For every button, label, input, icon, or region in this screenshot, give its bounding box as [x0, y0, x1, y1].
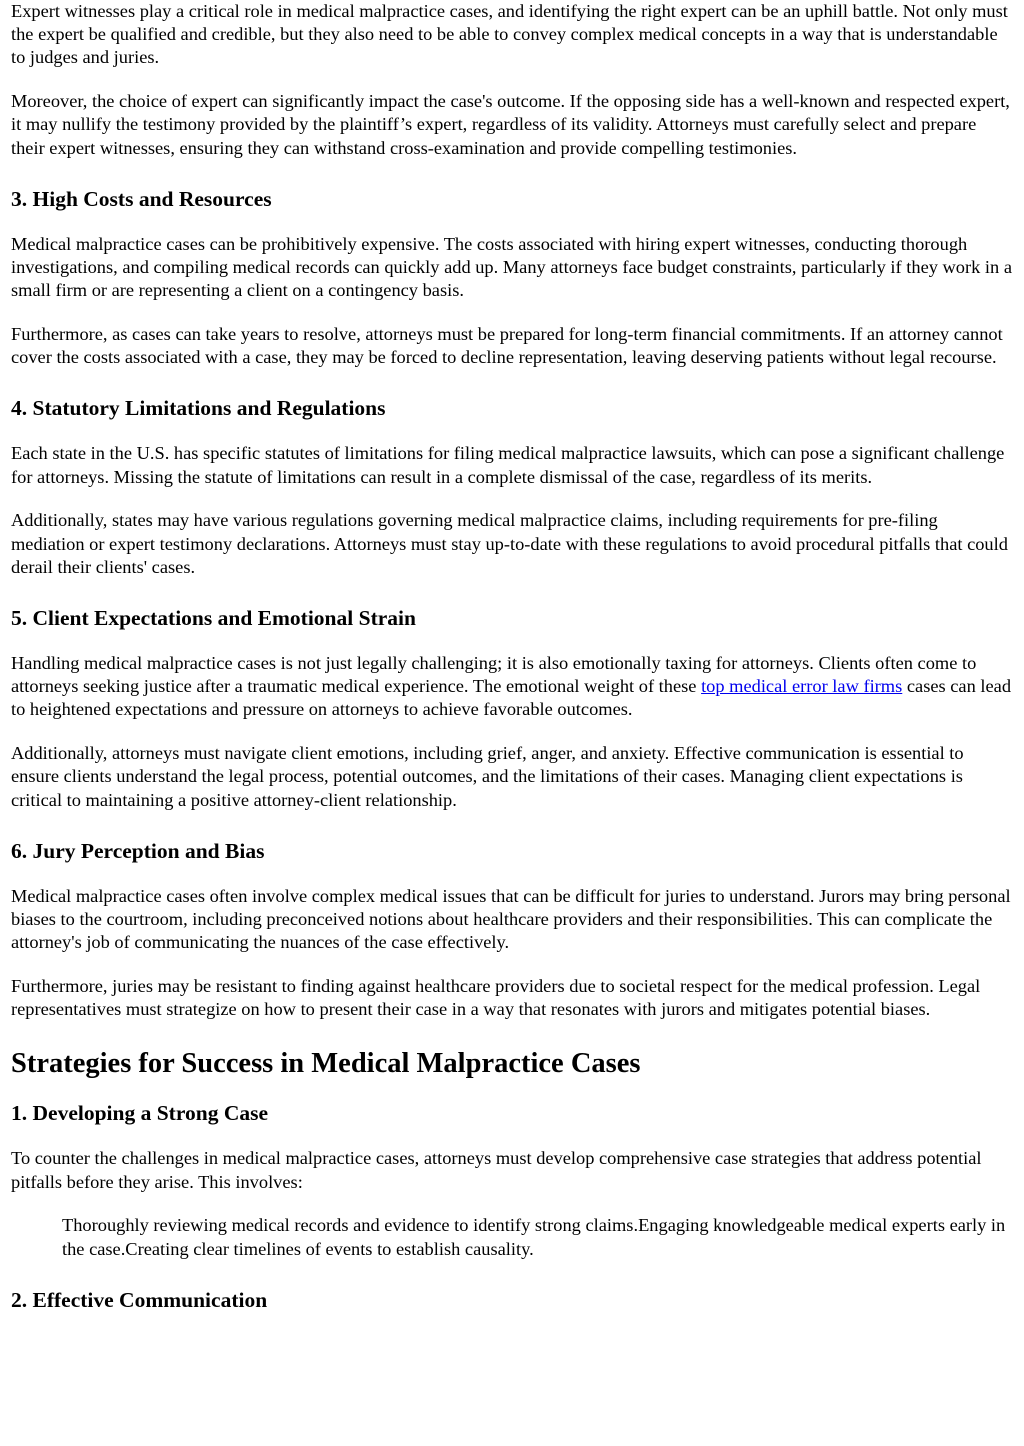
paragraph-client-emotions: Additionally, attorneys must navigate client emotions, including grief, anger, and anxiety. Effective communication is essential to ensure clients understand the legal process, potential outcomes, and the limitations of their cases. Managing client expectations is critical to maintaining a positive attorney-client relationship.: [11, 743, 964, 810]
heading-high-costs: 3. High Costs and Resources: [11, 186, 272, 211]
heading-client-expectations: 5. Client Expectations and Emotional Strain: [11, 606, 416, 631]
link-top-medical-error-law-firms[interactable]: top medical error law firms: [701, 676, 903, 697]
paragraph-emotional-toll-text-after: cases can lead to heightened expectations and pressure on attorneys to achieve favorable outcomes.: [11, 676, 1012, 720]
heading-effective-communication: 2. Effective Communication: [11, 1287, 268, 1312]
paragraph-expert-role: Expert witnesses play a critical role in medical malpractice cases, and identifying the right expert can be an uphill battle. Not only must the expert be qualified and credible, but they also need to be able to convey complex medical concepts in a way that is understandable to judges and juries.: [11, 1, 1008, 68]
paragraph-emotional-toll: [11, 652, 1014, 722]
paragraph-expert-choice: Moreover, the choice of expert can significantly impact the case's outcome. If the opposing side has a well-known and respected expert, it may nullify the testimony provided by the plaintiff’s expert, regardless of its validity. Attorneys must carefully select and prepare their expert witnesses, ensuring they can withstand cross-examination and provide compelling testimonies.: [11, 91, 1010, 158]
heading-statutory-limitations: 4. Statutory Limitations and Regulations: [11, 396, 386, 421]
paragraph-case-strategies: To counter the challenges in medical malpractice cases, attorneys must develop comprehensive case strategies that address potential pitfalls before they arise. This involves:: [11, 1148, 982, 1192]
heading-strategies-for-success: Strategies for Success in Medical Malpractice Cases: [11, 1048, 641, 1080]
paragraph-jury-complexity: Medical malpractice cases often involve complex medical issues that can be difficult for juries to understand. Jurors may bring personal biases to the courtroom, including preconceived notions about healthcare providers and their responsibilities. This can complicate the attorney's job of communicating the nuances of the case effectively.: [11, 885, 1011, 953]
paragraph-costs-expensive: Medical malpractice cases can be prohibitively expensive. The costs associated with hiring expert witnesses, conducting thorough investigations, and compiling medical records can quickly add up. Many attorneys face budget constraints, particularly if they work in a small firm or are representing a client on a contingency basis.: [11, 233, 1012, 301]
strategy-list-blockquote: Thoroughly reviewing medical records and evidence to identify strong claims.Engaging knowledgeable medical experts early in the case.Creating clear timelines of events to establish causality.: [62, 1215, 1006, 1259]
paragraph-statutes: Each state in the U.S. has specific statutes of limitations for filing medical malpractice lawsuits, which can pose a significant challenge for attorneys. Missing the statute of limitations can result in a complete dismissal of the case, regardless of its merits.: [11, 443, 1005, 487]
heading-developing-strong-case: 1. Developing a Strong Case: [11, 1101, 269, 1126]
paragraph-emotional-toll-text-before: Handling medical malpractice cases is not just legally challenging; it is also emotionally taxing for attorneys. Clients often come to attorneys seeking justice after a traumatic medical experience. The emotional weight of these: [11, 653, 977, 697]
paragraph-jury-resistance: Furthermore, juries may be resistant to finding against healthcare providers due to societal respect for the medical profession. Legal representatives must strategize on how to present their case in a way that resonates with jurors and mitigates potential biases.: [11, 976, 981, 1020]
paragraph-costs-long-term: Furthermore, as cases can take years to resolve, attorneys must be prepared for long-term financial commitments. If an attorney cannot cover the costs associated with a case, they may be forced to decline representation, leaving deserving patients without legal recourse.: [11, 324, 1003, 368]
paragraph-regulations: Additionally, states may have various regulations governing medical malpractice claims, including requirements for pre-filing mediation or expert testimony declarations. Attorneys must stay up-to-date with these regulations to avoid procedural pitfalls that could derail their clients' cases.: [11, 510, 1008, 577]
heading-jury-perception: 6. Jury Perception and Bias: [11, 838, 265, 863]
